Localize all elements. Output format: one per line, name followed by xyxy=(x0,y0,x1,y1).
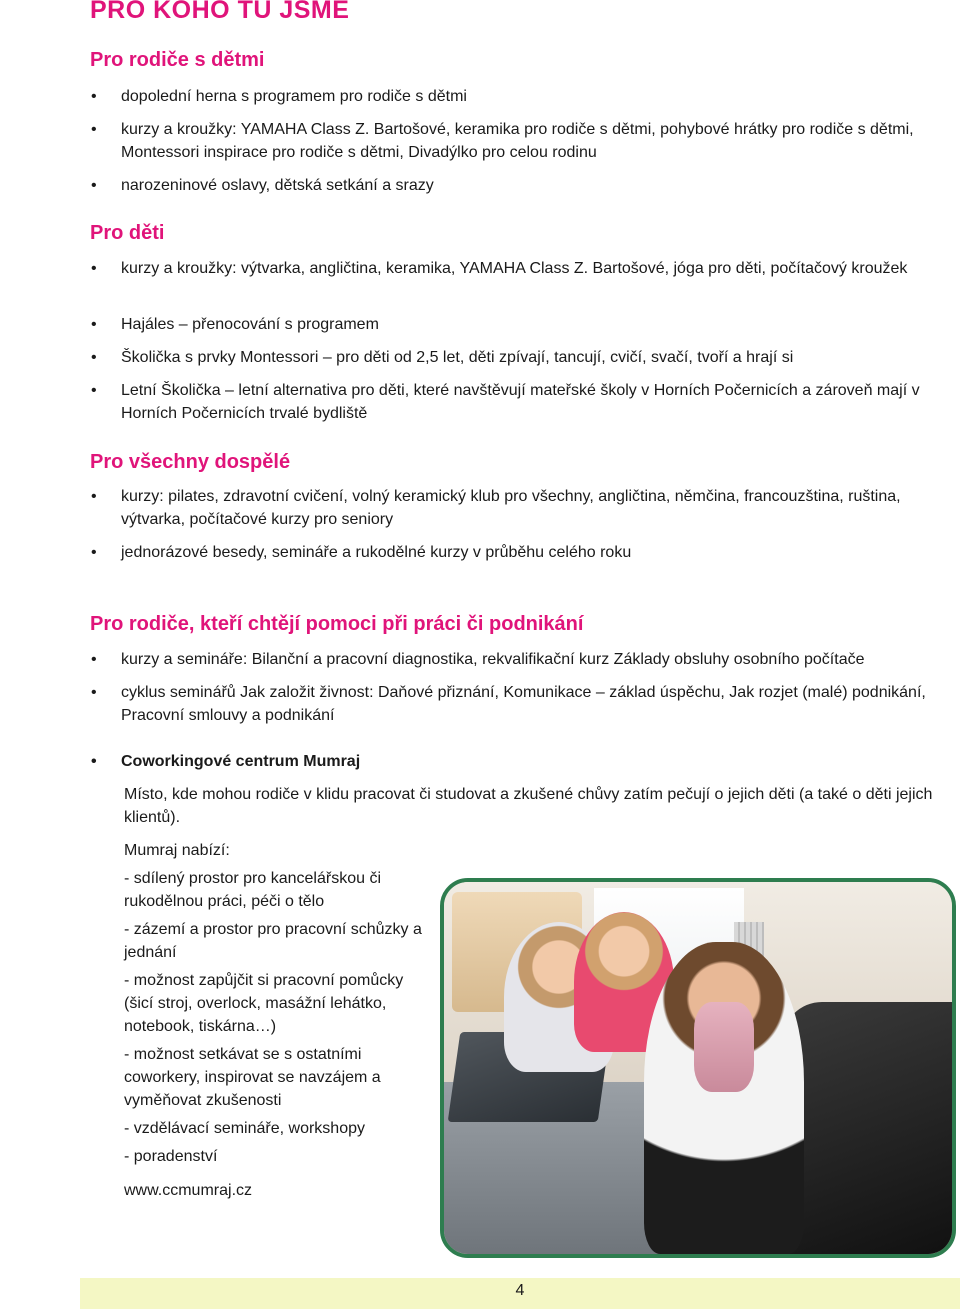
list-item: Hajáles – přenocování s programem xyxy=(121,316,379,333)
offers-label: Mumraj nabízí: xyxy=(124,842,230,859)
bullet: • xyxy=(91,488,97,505)
bullet: • xyxy=(91,260,97,277)
bullet: • xyxy=(91,651,97,668)
bullet: • xyxy=(91,684,97,701)
list-item: kurzy a semináře: Bilanční a pracovní diagnostika, rekvalifikační kurz Základy obsluhy osobního počítače xyxy=(121,651,865,668)
list-item: - poradenství xyxy=(124,1148,218,1165)
page-title: PRO KOHO TU JSME xyxy=(90,0,350,24)
bullet: • xyxy=(91,88,97,105)
list-item: - zázemí a prostor pro pracovní schůzky a jednání xyxy=(124,921,422,961)
list-item: Školička s prvky Montessori – pro děti od 2,5 let, děti zpívají, tancují, cvičí, svačí, tvoří a hrají si xyxy=(121,349,794,366)
list-item: - možnost setkávat se s ostatními coworkery, inspirovat se navzájem a vyměňovat zkušenosti xyxy=(124,1046,381,1109)
list-item: kurzy a kroužky: výtvarka, angličtina, keramika, YAMAHA Class Z. Bartošové, jóga pro děti, počítačový kroužek xyxy=(121,260,908,277)
coworking-heading: Coworkingové centrum Mumraj xyxy=(121,753,361,770)
list-item: - možnost zapůjčit si pracovní pomůcky (šicí stroj, overlock, masážní lehátko, notebook, tiskárna…) xyxy=(124,972,404,1035)
list-item: jednorázové besedy, semináře a rukodělné kurzy v průběhu celého roku xyxy=(121,544,632,561)
coworking-description: Místo, kde mohou rodiče v klidu pracovat či studovat a zkušené chůvy zatím pečují o jejich děti (a také o děti jejich klientů). xyxy=(124,786,933,826)
section-heading-all-adults: Pro všechny dospělé xyxy=(90,451,291,473)
list-item: Letní Školička – letní alternativa pro děti, které navštěvují mateřské školy v Horních Počernicích a zároveň mají v Horních Počernicích trvalé bydliště xyxy=(121,382,920,422)
list-item: - sdílený prostor pro kancelářskou či rukodělnou práci, péči o tělo xyxy=(124,870,381,910)
bullet: • xyxy=(91,544,97,561)
photo-woman xyxy=(644,942,804,1254)
section-heading-parents-work: Pro rodiče, kteří chtějí pomoci při práci či podnikání xyxy=(90,613,584,635)
bullet: • xyxy=(91,177,97,194)
list-item: - vzdělávací semináře, workshopy xyxy=(124,1120,365,1137)
photo-chair xyxy=(782,1002,952,1254)
list-item: dopolední herna s programem pro rodiče s dětmi xyxy=(121,88,467,105)
list-item: narozeninové oslavy, dětská setkání a srazy xyxy=(121,177,434,194)
coworking-photo xyxy=(440,878,956,1258)
bullet: • xyxy=(91,753,97,770)
website-link[interactable]: www.ccmumraj.cz xyxy=(124,1182,253,1199)
page-number: 4 xyxy=(515,1282,525,1299)
section-heading-children: Pro děti xyxy=(90,222,165,244)
list-item: cyklus seminářů Jak založit živnost: Daňové přiznání, Komunikace – základ úspěchu, Jak rozjet (malé) podnikání, Pracovní smlouvy a podnikání xyxy=(121,684,926,724)
bullet: • xyxy=(91,382,97,399)
photo-scarf xyxy=(694,1002,754,1092)
list-item: kurzy: pilates, zdravotní cvičení, volný keramický klub pro všechny, angličtina, němčina, francouzština, ruština, výtvarka, počítačové kurzy pro seniory xyxy=(121,488,901,528)
section-heading-parents-with-children: Pro rodiče s dětmi xyxy=(90,49,265,71)
bullet: • xyxy=(91,316,97,333)
list-item: kurzy a kroužky: YAMAHA Class Z. Bartošové, keramika pro rodiče s dětmi, pohybové hrátky pro rodiče s dětmi, Montessori inspirace pro rodiče s dětmi, Divadýlko pro celou rodinu xyxy=(121,121,914,161)
bullet: • xyxy=(91,121,97,138)
bullet: • xyxy=(91,349,97,366)
